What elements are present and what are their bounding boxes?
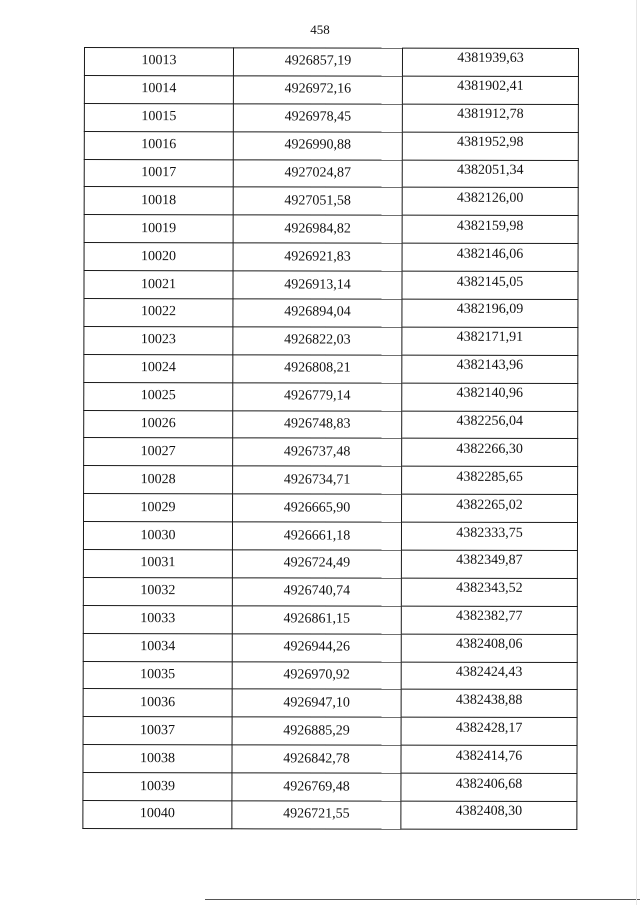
table-row	[83, 522, 577, 551]
y-coordinate-cell-text: 4382424,43	[455, 664, 523, 680]
point-number-cell	[84, 438, 233, 466]
y-coordinate-cell-text: 4382145,05	[456, 274, 524, 290]
y-coordinate-cell	[402, 494, 578, 522]
y-coordinate-cell	[402, 104, 578, 132]
point-number-cell	[83, 689, 232, 717]
point-number-cell	[83, 633, 232, 661]
y-coordinate-cell	[402, 467, 578, 495]
x-coordinate-cell-text: 4926724,49	[283, 555, 351, 572]
x-coordinate-cell-text: 4926737,48	[283, 444, 351, 460]
point-number-cell	[83, 745, 232, 773]
y-coordinate-cell-text: 4381952,98	[457, 134, 524, 151]
point-number-cell-text: 10030	[140, 527, 176, 543]
table-row	[83, 717, 577, 746]
point-number-cell	[84, 410, 233, 438]
point-number-cell	[84, 103, 233, 131]
y-coordinate-cell-text: 4382408,06	[455, 636, 523, 653]
y-coordinate-cell	[401, 690, 577, 718]
table-row	[84, 410, 578, 439]
scan-bottom-line	[205, 899, 640, 900]
x-coordinate-cell-text: 4926748,83	[283, 416, 351, 432]
y-coordinate-cell-text: 4382159,98	[456, 218, 524, 234]
x-coordinate-cell-text: 4926779,14	[284, 388, 351, 404]
x-coordinate-cell	[232, 634, 401, 662]
y-coordinate-cell	[402, 132, 578, 160]
y-coordinate-cell	[401, 773, 577, 801]
y-coordinate-cell	[402, 76, 578, 104]
point-number-cell-text: 10013	[141, 53, 177, 69]
point-number-cell	[84, 271, 233, 299]
y-coordinate-cell-text: 4382140,96	[456, 385, 524, 402]
point-number-cell-text: 10025	[140, 388, 176, 404]
x-coordinate-cell	[232, 550, 401, 578]
y-coordinate-cell	[402, 299, 578, 327]
point-number-cell-text: 10022	[140, 304, 176, 320]
y-coordinate-cell	[402, 411, 578, 439]
x-coordinate-cell-text: 4926978,45	[284, 109, 352, 125]
y-coordinate-cell-text: 4382256,04	[456, 413, 523, 429]
y-coordinate-cell-text: 4382285,65	[456, 469, 523, 485]
x-coordinate-cell	[232, 606, 401, 634]
table-row	[84, 299, 578, 328]
y-coordinate-cell-text: 4382408,30	[455, 804, 523, 820]
y-coordinate-cell-text: 4381902,41	[457, 79, 524, 95]
y-coordinate-cell-text: 4382406,68	[455, 776, 523, 792]
point-number-cell-text: 10026	[140, 416, 176, 432]
point-number-cell-text: 10036	[140, 695, 176, 711]
table-row	[83, 689, 577, 718]
y-coordinate-cell-text: 4382196,09	[456, 302, 524, 318]
point-number-cell	[84, 382, 233, 410]
y-coordinate-cell	[402, 188, 578, 216]
table-row	[83, 577, 577, 606]
point-number-cell	[83, 522, 232, 550]
point-number-cell-text: 10035	[140, 667, 176, 683]
point-number-cell-text: 10019	[141, 220, 177, 236]
y-coordinate-cell	[401, 606, 577, 634]
point-number-cell	[84, 131, 233, 159]
point-number-cell	[84, 215, 233, 243]
x-coordinate-cell	[233, 271, 402, 299]
y-coordinate-cell	[401, 634, 577, 662]
y-coordinate-cell	[401, 745, 577, 773]
point-number-cell-text: 10016	[141, 137, 177, 153]
point-number-cell-text: 10017	[141, 165, 177, 181]
x-coordinate-cell	[232, 745, 401, 773]
table-row	[84, 326, 578, 355]
x-coordinate-cell	[233, 327, 402, 355]
point-number-cell	[84, 48, 233, 76]
point-number-cell-text: 10031	[140, 555, 176, 571]
y-coordinate-cell	[402, 439, 578, 467]
table-row	[84, 494, 578, 523]
y-coordinate-cell	[401, 550, 577, 578]
y-coordinate-cell	[401, 578, 577, 606]
x-coordinate-cell-text: 4926944,26	[283, 639, 351, 655]
table-row	[84, 243, 578, 272]
point-number-cell-text: 10021	[140, 276, 177, 292]
y-coordinate-cell	[401, 662, 577, 690]
y-coordinate-cell-text: 4382146,06	[456, 246, 524, 262]
table-row	[83, 661, 577, 690]
x-coordinate-cell-text: 4926885,29	[283, 723, 350, 739]
x-coordinate-cell	[233, 355, 402, 383]
table-row	[84, 48, 578, 77]
point-number-cell-text: 10029	[140, 499, 176, 515]
x-coordinate-cell-text: 4926947,10	[283, 695, 350, 711]
point-number-cell-text: 10040	[139, 806, 175, 822]
table-row	[83, 550, 577, 579]
x-coordinate-cell	[232, 717, 401, 745]
table-row	[84, 271, 578, 300]
y-coordinate-cell	[402, 271, 578, 299]
x-coordinate-cell-text: 4926740,74	[283, 583, 351, 599]
coordinates-table	[82, 47, 579, 830]
point-number-cell	[84, 354, 233, 382]
y-coordinate-cell	[402, 48, 578, 76]
x-coordinate-cell	[233, 410, 402, 438]
x-coordinate-cell	[233, 215, 402, 243]
x-coordinate-cell	[233, 494, 402, 522]
x-coordinate-cell-text: 4926970,92	[283, 667, 350, 683]
point-number-cell	[83, 605, 232, 633]
x-coordinate-cell-text: 4926734,71	[283, 472, 351, 488]
y-coordinate-cell	[401, 718, 577, 746]
x-coordinate-cell-text: 4926861,15	[283, 611, 351, 627]
x-coordinate-cell	[232, 661, 401, 689]
x-coordinate-cell	[233, 299, 402, 327]
point-number-cell-text: 10039	[139, 778, 175, 794]
x-coordinate-cell-text: 4926769,48	[283, 779, 350, 795]
table-row	[84, 131, 578, 160]
x-coordinate-cell-text: 4926808,21	[284, 360, 351, 376]
page-number: 458	[310, 22, 330, 37]
y-coordinate-cell-text: 4382333,75	[456, 525, 523, 541]
coordinates-table-body	[83, 48, 579, 830]
y-coordinate-cell-text: 4382126,00	[456, 190, 524, 206]
table-row	[83, 633, 577, 662]
point-number-cell	[84, 243, 233, 271]
point-number-cell-text: 10028	[140, 471, 176, 487]
x-coordinate-cell	[233, 48, 402, 76]
table-row	[84, 438, 578, 467]
x-coordinate-cell	[232, 578, 401, 606]
x-coordinate-cell-text: 4927051,58	[284, 193, 351, 209]
point-number-cell	[83, 717, 232, 745]
y-coordinate-cell-text: 4382265,02	[456, 497, 523, 513]
point-number-cell-text: 10034	[140, 639, 176, 655]
y-coordinate-cell	[401, 522, 577, 550]
x-coordinate-cell-text: 4926822,03	[284, 332, 351, 348]
x-coordinate-cell-text: 4926972,16	[284, 81, 352, 97]
x-coordinate-cell	[233, 382, 402, 410]
y-coordinate-cell	[402, 216, 578, 244]
x-coordinate-cell-text: 4927024,87	[284, 165, 352, 181]
x-coordinate-cell-text: 4926665,90	[283, 500, 351, 516]
y-coordinate-cell	[402, 243, 578, 271]
scan-right-edge	[636, 0, 637, 905]
point-number-cell-text: 10032	[140, 583, 176, 599]
table-row	[84, 466, 578, 495]
x-coordinate-cell	[233, 76, 402, 104]
y-coordinate-cell-text: 4382414,76	[455, 748, 523, 764]
table-row	[84, 215, 578, 244]
point-number-cell	[83, 801, 232, 829]
point-number-cell-text: 10014	[141, 81, 177, 97]
table-row	[84, 382, 578, 411]
point-number-cell	[84, 299, 233, 327]
x-coordinate-cell	[232, 801, 401, 829]
table-row	[83, 801, 577, 830]
point-number-cell-text: 10038	[139, 750, 176, 766]
x-coordinate-cell-text: 4926913,14	[284, 276, 351, 293]
y-coordinate-cell-text: 4382438,88	[455, 692, 523, 708]
x-coordinate-cell	[233, 187, 402, 215]
point-number-cell-text: 10020	[141, 248, 177, 264]
x-coordinate-cell-text: 4926990,88	[284, 137, 352, 153]
point-number-cell-text: 10015	[141, 109, 177, 125]
y-coordinate-cell-text: 4382143,96	[456, 358, 524, 374]
y-coordinate-cell-text: 4382171,91	[456, 330, 524, 346]
table-row	[83, 773, 577, 802]
table-row	[84, 75, 578, 104]
y-coordinate-cell	[402, 355, 578, 383]
y-coordinate-cell	[402, 383, 578, 411]
x-coordinate-cell	[232, 522, 401, 550]
x-coordinate-cell	[233, 466, 402, 494]
table-row	[83, 605, 577, 634]
y-coordinate-cell-text: 4381912,78	[457, 107, 524, 123]
table-row	[84, 187, 578, 216]
y-coordinate-cell-text: 4381939,63	[457, 51, 524, 67]
point-number-cell	[84, 75, 233, 103]
point-number-cell-text: 10023	[140, 332, 176, 348]
point-number-cell-text: 10024	[140, 360, 176, 376]
x-coordinate-cell	[232, 773, 401, 801]
table-row	[84, 103, 578, 132]
point-number-cell	[83, 550, 232, 578]
x-coordinate-cell-text: 4926721,55	[283, 806, 350, 823]
y-coordinate-cell	[402, 160, 578, 188]
point-number-cell-text: 10033	[140, 611, 176, 627]
x-coordinate-cell	[233, 243, 402, 271]
x-coordinate-cell	[233, 438, 402, 466]
x-coordinate-cell-text: 4926984,82	[284, 221, 351, 237]
y-coordinate-cell-text: 4382343,52	[456, 581, 523, 597]
x-coordinate-cell	[233, 131, 402, 159]
point-number-cell	[83, 773, 232, 801]
y-coordinate-cell-text: 4382051,34	[456, 162, 524, 178]
y-coordinate-cell-text: 4382266,30	[456, 441, 523, 457]
x-coordinate-cell	[233, 104, 402, 132]
x-coordinate-cell	[232, 689, 401, 717]
x-coordinate-cell-text: 4926857,19	[284, 53, 352, 69]
y-coordinate-cell	[402, 327, 578, 355]
table-row	[83, 745, 577, 774]
x-coordinate-cell-text: 4926661,18	[283, 527, 351, 544]
y-coordinate-cell-text: 4382382,77	[456, 609, 523, 625]
table-row	[84, 354, 578, 383]
point-number-cell	[84, 466, 233, 494]
point-number-cell-text: 10018	[141, 193, 177, 209]
x-coordinate-cell	[233, 159, 402, 187]
y-coordinate-cell-text: 4382349,87	[456, 553, 523, 569]
point-number-cell	[84, 326, 233, 354]
point-number-cell	[83, 661, 232, 689]
point-number-cell-text: 10027	[140, 444, 176, 460]
point-number-cell	[84, 159, 233, 187]
x-coordinate-cell-text: 4926842,78	[283, 751, 350, 767]
y-coordinate-cell	[401, 801, 577, 829]
point-number-cell	[84, 494, 233, 522]
point-number-cell	[83, 577, 232, 605]
point-number-cell-text: 10037	[140, 722, 176, 739]
point-number-cell	[84, 187, 233, 215]
y-coordinate-cell-text: 4382428,17	[455, 720, 523, 736]
x-coordinate-cell-text: 4926921,83	[284, 249, 351, 265]
table-row	[84, 159, 578, 188]
x-coordinate-cell-text: 4926894,04	[284, 304, 351, 321]
